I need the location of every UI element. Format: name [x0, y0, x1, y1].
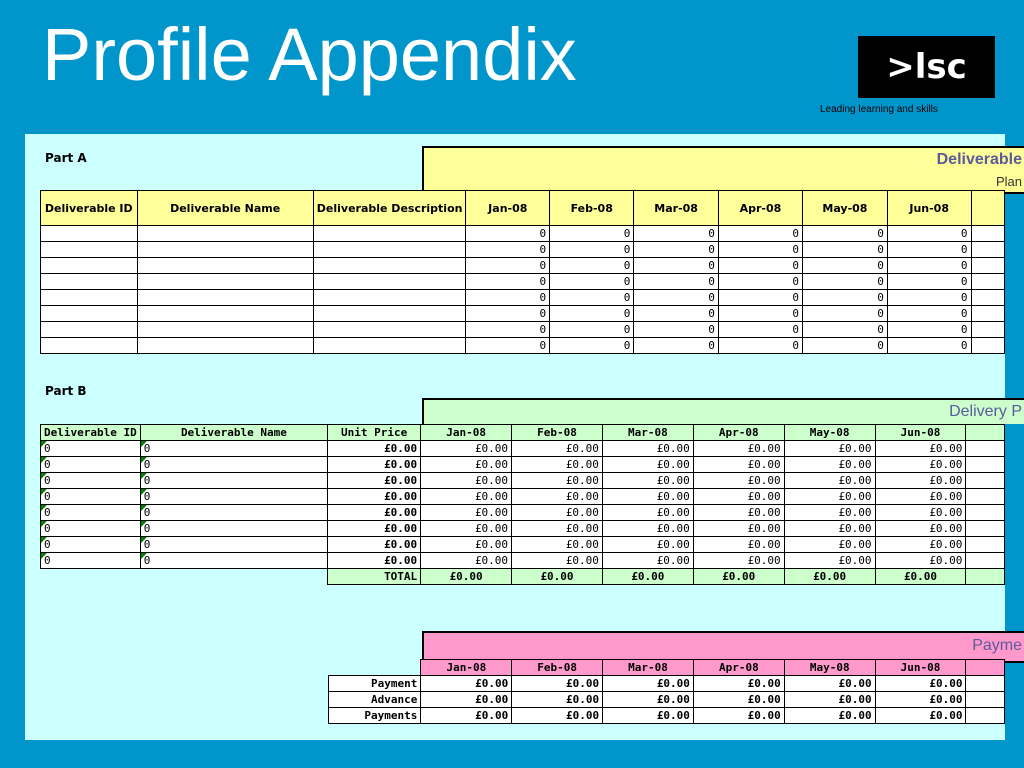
payments-overflow-cell[interactable]	[966, 708, 1005, 724]
part-b-month-cell[interactable]: £0.00	[421, 521, 512, 537]
part-a-month-cell[interactable]: 0	[634, 242, 719, 258]
part-b-month-cell[interactable]: £0.00	[602, 521, 693, 537]
payments-cell[interactable]: £0.00	[875, 708, 966, 724]
part-a-month-header[interactable]: Jun-08	[887, 191, 971, 226]
part-b-month-header[interactable]: Jan-08	[421, 425, 512, 441]
part-a-row	[41, 226, 1005, 242]
part-a-month-cell[interactable]: 0	[887, 290, 971, 306]
part-b-month-cell[interactable]: £0.00	[784, 441, 875, 457]
part-b-month-cell[interactable]: £0.00	[784, 457, 875, 473]
payments-cell[interactable]: £0.00	[784, 708, 875, 724]
part-a-month-cell[interactable]: 0	[466, 290, 550, 306]
payments-cell[interactable]: £0.00	[875, 676, 966, 692]
part-b-month-cell[interactable]: £0.00	[602, 505, 693, 521]
part-b-month-cell[interactable]: £0.00	[875, 441, 966, 457]
part-a-cell[interactable]	[313, 274, 466, 290]
part-a-month-cell[interactable]: 0	[803, 322, 888, 338]
part-a-month-cell[interactable]: 0	[718, 306, 802, 322]
part-b-name-cell[interactable]: 0	[140, 489, 327, 505]
part-b-month-cell[interactable]: £0.00	[875, 505, 966, 521]
part-a-month-cell[interactable]: 0	[718, 258, 802, 274]
payments-month-header[interactable]: Jan-08	[421, 660, 512, 676]
part-b-id-cell[interactable]: 0	[41, 473, 141, 489]
part-a-cell[interactable]	[41, 306, 138, 322]
part-a-cell[interactable]	[41, 290, 138, 306]
payments-table	[328, 659, 1005, 724]
part-a-month-cell[interactable]: 0	[718, 226, 802, 242]
part-a-header[interactable]: Deliverable ID	[41, 191, 138, 226]
part-a-month-cell[interactable]: 0	[634, 338, 719, 354]
part-a-cell[interactable]	[41, 242, 138, 258]
part-b-row	[41, 473, 1005, 489]
part-b-name-cell[interactable]: 0	[140, 505, 327, 521]
payments-cell[interactable]: £0.00	[693, 692, 784, 708]
payments-cell[interactable]: £0.00	[603, 676, 694, 692]
payments-cell[interactable]: £0.00	[421, 676, 512, 692]
part-b-month-cell[interactable]: £0.00	[784, 505, 875, 521]
part-b-total-cell[interactable]: £0.00	[693, 569, 784, 585]
part-a-row	[41, 290, 1005, 306]
part-a-month-cell[interactable]: 0	[887, 226, 971, 242]
part-b-unit-price-cell[interactable]: £0.00	[328, 505, 421, 521]
part-b-id-cell[interactable]: 0	[41, 553, 141, 569]
part-a-month-cell[interactable]: 0	[634, 322, 719, 338]
part-a-row	[41, 338, 1005, 354]
part-a-month-cell[interactable]: 0	[466, 258, 550, 274]
part-a-month-cell[interactable]: 0	[887, 242, 971, 258]
part-b-month-cell[interactable]: £0.00	[784, 473, 875, 489]
payments-row	[329, 676, 1005, 692]
part-a-month-cell[interactable]: 0	[550, 290, 634, 306]
payments-row	[329, 708, 1005, 724]
part-b-total-cell[interactable]: £0.00	[602, 569, 693, 585]
part-a-month-cell[interactable]: 0	[466, 274, 550, 290]
part-a-cell[interactable]	[137, 226, 313, 242]
part-a-month-cell[interactable]: 0	[634, 290, 719, 306]
part-b-total-label[interactable]: TOTAL	[328, 569, 421, 585]
part-b-month-cell[interactable]: £0.00	[693, 553, 784, 569]
payments-month-header[interactable]: Jun-08	[875, 660, 966, 676]
part-b-id-cell[interactable]: 0	[41, 505, 141, 521]
payments-cell[interactable]: £0.00	[512, 708, 603, 724]
payments-overflow-cell[interactable]	[966, 692, 1005, 708]
part-b-month-cell[interactable]: £0.00	[421, 489, 512, 505]
part-a-month-cell[interactable]: 0	[634, 226, 719, 242]
part-a-header[interactable]: Deliverable Name	[137, 191, 313, 226]
part-b-row	[41, 537, 1005, 553]
part-b-month-cell[interactable]: £0.00	[421, 457, 512, 473]
part-a-month-header[interactable]: May-08	[803, 191, 888, 226]
part-a-cell[interactable]	[41, 258, 138, 274]
payments-month-header[interactable]: Feb-08	[512, 660, 603, 676]
part-a-month-cell[interactable]: 0	[803, 306, 888, 322]
part-b-month-cell[interactable]: £0.00	[512, 457, 603, 473]
part-a-overflow-cell[interactable]	[971, 290, 1004, 306]
logo-tagline: Leading learning and skills	[820, 104, 938, 115]
part-b-overflow-cell[interactable]	[966, 473, 1005, 489]
part-b-month-cell[interactable]: £0.00	[512, 521, 603, 537]
part-a-month-cell[interactable]: 0	[718, 242, 802, 258]
part-b-month-cell[interactable]: £0.00	[421, 473, 512, 489]
payments-cell[interactable]: £0.00	[693, 676, 784, 692]
payments-cell[interactable]: £0.00	[784, 692, 875, 708]
part-a-month-header[interactable]: Mar-08	[634, 191, 719, 226]
part-b-overflow-cell[interactable]	[966, 521, 1005, 537]
payments-row-label[interactable]: Advance	[329, 692, 421, 708]
part-a-cell[interactable]	[313, 306, 466, 322]
part-b-unit-price-cell[interactable]: £0.00	[328, 457, 421, 473]
part-b-row	[41, 489, 1005, 505]
part-b-month-cell[interactable]: £0.00	[512, 489, 603, 505]
payments-cell[interactable]: £0.00	[512, 676, 603, 692]
part-b-id-cell[interactable]: 0	[41, 489, 141, 505]
part-a-month-cell[interactable]: 0	[803, 290, 888, 306]
slide-title: Profile Appendix	[42, 13, 577, 96]
part-a-month-header[interactable]: Apr-08	[718, 191, 802, 226]
part-b-month-cell[interactable]: £0.00	[693, 489, 784, 505]
part-a-cell[interactable]	[41, 226, 138, 242]
part-a-month-cell[interactable]: 0	[466, 322, 550, 338]
part-b-overflow-cell[interactable]	[966, 553, 1005, 569]
part-b-month-cell[interactable]: £0.00	[784, 521, 875, 537]
part-a-month-cell[interactable]: 0	[466, 242, 550, 258]
part-b-row	[41, 457, 1005, 473]
part-a-label: Part A	[45, 151, 87, 165]
payments-blank[interactable]	[329, 660, 421, 676]
part-b-month-cell[interactable]: £0.00	[875, 489, 966, 505]
part-b-unit-price-cell[interactable]: £0.00	[328, 521, 421, 537]
part-a-month-cell[interactable]: 0	[803, 242, 888, 258]
part-a-month-cell[interactable]: 0	[550, 258, 634, 274]
part-a-header[interactable]: Deliverable Description	[313, 191, 466, 226]
part-b-month-cell[interactable]: £0.00	[875, 457, 966, 473]
part-b-month-cell[interactable]: £0.00	[693, 457, 784, 473]
part-b-header[interactable]: Unit Price	[328, 425, 421, 441]
payments-cell[interactable]: £0.00	[603, 708, 694, 724]
lsc-logo: >lsc	[858, 36, 995, 98]
part-b-total-cell[interactable]: £0.00	[421, 569, 512, 585]
part-a-banner	[422, 146, 1024, 194]
part-b-total-cell[interactable]: £0.00	[875, 569, 966, 585]
part-a-month-cell[interactable]: 0	[550, 338, 634, 354]
part-a-cell[interactable]	[137, 306, 313, 322]
part-b-id-cell[interactable]: 0	[41, 537, 141, 553]
part-a-month-cell[interactable]: 0	[634, 274, 719, 290]
part-a-overflow-cell[interactable]	[971, 338, 1004, 354]
part-a-month-header[interactable]: Jan-08	[466, 191, 550, 226]
part-b-overflow-cell[interactable]	[966, 537, 1005, 553]
part-a-cell[interactable]	[41, 274, 138, 290]
part-a-cell[interactable]	[313, 338, 466, 354]
part-b-total-cell[interactable]: £0.00	[512, 569, 603, 585]
part-a-row	[41, 258, 1005, 274]
part-b-overflow-cell[interactable]	[966, 505, 1005, 521]
part-b-header-row	[41, 425, 1005, 441]
payments-overflow-header[interactable]	[966, 660, 1005, 676]
part-b-month-cell[interactable]: £0.00	[512, 537, 603, 553]
part-a-month-cell[interactable]: 0	[887, 306, 971, 322]
payments-month-header[interactable]: Mar-08	[603, 660, 694, 676]
part-b-banner	[422, 398, 1024, 424]
part-b-overflow-cell[interactable]	[966, 569, 1005, 585]
part-a-overflow-cell[interactable]	[971, 274, 1004, 290]
part-a-month-cell[interactable]: 0	[887, 258, 971, 274]
part-b-blank[interactable]	[41, 569, 141, 585]
part-a-month-cell[interactable]: 0	[550, 274, 634, 290]
payments-month-header[interactable]: May-08	[784, 660, 875, 676]
part-b-unit-price-cell[interactable]: £0.00	[328, 537, 421, 553]
part-a-month-cell[interactable]: 0	[550, 242, 634, 258]
payments-cell[interactable]: £0.00	[875, 692, 966, 708]
part-b-header[interactable]: Deliverable Name	[140, 425, 327, 441]
payments-month-header[interactable]: Apr-08	[693, 660, 784, 676]
part-a-row	[41, 306, 1005, 322]
part-b-name-cell[interactable]: 0	[140, 537, 327, 553]
part-a-month-cell[interactable]: 0	[466, 226, 550, 242]
part-a-month-cell[interactable]: 0	[550, 306, 634, 322]
part-a-overflow-header[interactable]	[971, 191, 1004, 226]
part-b-row	[41, 521, 1005, 537]
part-b-month-cell[interactable]: £0.00	[602, 457, 693, 473]
part-b-month-cell[interactable]: £0.00	[693, 505, 784, 521]
payments-row-label[interactable]: Payment	[329, 676, 421, 692]
part-b-month-cell[interactable]: £0.00	[602, 537, 693, 553]
part-a-month-cell[interactable]: 0	[718, 290, 802, 306]
part-b-name-cell[interactable]: 0	[140, 553, 327, 569]
part-b-name-cell[interactable]: 0	[140, 441, 327, 457]
part-a-row	[41, 274, 1005, 290]
payments-row	[329, 692, 1005, 708]
part-a-cell[interactable]	[137, 338, 313, 354]
part-a-month-cell[interactable]: 0	[466, 306, 550, 322]
part-a-cell[interactable]	[137, 290, 313, 306]
part-a-cell[interactable]	[313, 322, 466, 338]
part-a-month-cell[interactable]: 0	[718, 338, 802, 354]
part-a-month-cell[interactable]: 0	[803, 226, 888, 242]
part-b-month-cell[interactable]: £0.00	[512, 441, 603, 457]
part-b-month-cell[interactable]: £0.00	[512, 505, 603, 521]
part-a-month-cell[interactable]: 0	[887, 274, 971, 290]
part-b-overflow-cell[interactable]	[966, 489, 1005, 505]
part-b-overflow-cell[interactable]	[966, 441, 1005, 457]
part-b-table	[40, 424, 1005, 585]
part-b-month-header[interactable]: Apr-08	[693, 425, 784, 441]
part-b-label: Part B	[45, 384, 87, 398]
part-b-overflow-cell[interactable]	[966, 457, 1005, 473]
part-a-cell[interactable]	[313, 242, 466, 258]
part-a-month-cell[interactable]: 0	[634, 306, 719, 322]
part-b-name-cell[interactable]: 0	[140, 457, 327, 473]
part-b-month-cell[interactable]: £0.00	[875, 553, 966, 569]
part-b-row	[41, 441, 1005, 457]
part-a-cell[interactable]	[137, 258, 313, 274]
part-b-header[interactable]: Deliverable ID	[41, 425, 141, 441]
part-b-overflow-header[interactable]	[966, 425, 1005, 441]
part-a-month-cell[interactable]: 0	[803, 274, 888, 290]
payments-cell[interactable]: £0.00	[784, 676, 875, 692]
part-a-banner-title: Deliverable	[936, 151, 1022, 168]
part-b-month-header[interactable]: Feb-08	[512, 425, 603, 441]
part-b-month-cell[interactable]: £0.00	[602, 553, 693, 569]
part-b-month-header[interactable]: Mar-08	[602, 425, 693, 441]
part-b-month-cell[interactable]: £0.00	[784, 553, 875, 569]
spreadsheet-image	[25, 134, 1022, 740]
part-b-month-cell[interactable]: £0.00	[875, 473, 966, 489]
part-a-overflow-cell[interactable]	[971, 258, 1004, 274]
part-b-month-cell[interactable]: £0.00	[421, 537, 512, 553]
part-b-month-cell[interactable]: £0.00	[602, 441, 693, 457]
part-a-cell[interactable]	[137, 274, 313, 290]
part-b-month-cell[interactable]: £0.00	[512, 553, 603, 569]
part-b-total-row	[41, 569, 1005, 585]
payments-cell[interactable]: £0.00	[421, 692, 512, 708]
part-b-unit-price-cell[interactable]: £0.00	[328, 553, 421, 569]
part-a-cell[interactable]	[137, 322, 313, 338]
payments-cell[interactable]: £0.00	[693, 708, 784, 724]
part-a-cell[interactable]	[313, 226, 466, 242]
payments-overflow-cell[interactable]	[966, 676, 1005, 692]
part-a-month-cell[interactable]: 0	[887, 338, 971, 354]
part-b-unit-price-cell[interactable]: £0.00	[328, 441, 421, 457]
payments-banner-title: Payme	[972, 637, 1022, 654]
part-a-month-cell[interactable]: 0	[634, 258, 719, 274]
part-a-month-cell[interactable]: 0	[718, 322, 802, 338]
part-b-month-cell[interactable]: £0.00	[602, 489, 693, 505]
part-b-month-cell[interactable]: £0.00	[875, 521, 966, 537]
part-b-month-cell[interactable]: £0.00	[421, 441, 512, 457]
part-b-month-cell[interactable]: £0.00	[693, 537, 784, 553]
part-a-row	[41, 242, 1005, 258]
part-a-month-cell[interactable]: 0	[803, 338, 888, 354]
part-a-overflow-cell[interactable]	[971, 242, 1004, 258]
part-b-month-cell[interactable]: £0.00	[693, 473, 784, 489]
part-a-month-cell[interactable]: 0	[466, 338, 550, 354]
part-b-unit-price-cell[interactable]: £0.00	[328, 489, 421, 505]
part-a-month-cell[interactable]: 0	[550, 226, 634, 242]
part-b-month-cell[interactable]: £0.00	[875, 537, 966, 553]
payments-row-label[interactable]: Payments	[329, 708, 421, 724]
payments-cell[interactable]: £0.00	[603, 692, 694, 708]
part-a-cell[interactable]	[313, 290, 466, 306]
part-b-month-header[interactable]: Jun-08	[875, 425, 966, 441]
part-a-month-cell[interactable]: 0	[550, 322, 634, 338]
part-a-header-row	[41, 191, 1005, 226]
part-b-banner-title: Delivery P	[949, 403, 1022, 420]
part-a-overflow-cell[interactable]	[971, 306, 1004, 322]
part-b-month-header[interactable]: May-08	[784, 425, 875, 441]
payments-header-row	[329, 660, 1005, 676]
part-a-month-cell[interactable]: 0	[718, 274, 802, 290]
part-a-cell[interactable]	[41, 322, 138, 338]
part-b-month-cell[interactable]: £0.00	[602, 473, 693, 489]
part-b-month-cell[interactable]: £0.00	[784, 537, 875, 553]
part-a-overflow-cell[interactable]	[971, 322, 1004, 338]
part-b-unit-price-cell[interactable]: £0.00	[328, 473, 421, 489]
part-b-id-cell[interactable]: 0	[41, 441, 141, 457]
part-b-name-cell[interactable]: 0	[140, 521, 327, 537]
part-b-month-cell[interactable]: £0.00	[693, 521, 784, 537]
part-b-month-cell[interactable]: £0.00	[421, 553, 512, 569]
part-b-month-cell[interactable]: £0.00	[512, 473, 603, 489]
part-a-month-header[interactable]: Feb-08	[550, 191, 634, 226]
part-a-overflow-cell[interactable]	[971, 226, 1004, 242]
part-b-blank[interactable]	[140, 569, 327, 585]
part-a-banner-sub: Plan	[995, 174, 1022, 189]
part-a-table	[40, 190, 1005, 354]
part-b-month-cell[interactable]: £0.00	[784, 489, 875, 505]
part-b-row	[41, 505, 1005, 521]
part-b-month-cell[interactable]: £0.00	[421, 505, 512, 521]
part-b-name-cell[interactable]: 0	[140, 473, 327, 489]
payments-cell[interactable]: £0.00	[512, 692, 603, 708]
part-a-cell[interactable]	[137, 242, 313, 258]
part-b-total-cell[interactable]: £0.00	[784, 569, 875, 585]
part-b-id-cell[interactable]: 0	[41, 457, 141, 473]
part-a-month-cell[interactable]: 0	[803, 258, 888, 274]
part-a-month-cell[interactable]: 0	[887, 322, 971, 338]
payments-cell[interactable]: £0.00	[421, 708, 512, 724]
part-b-month-cell[interactable]: £0.00	[693, 441, 784, 457]
part-a-cell[interactable]	[41, 338, 138, 354]
part-b-id-cell[interactable]: 0	[41, 521, 141, 537]
part-b-row	[41, 553, 1005, 569]
part-a-row	[41, 322, 1005, 338]
part-a-cell[interactable]	[313, 258, 466, 274]
